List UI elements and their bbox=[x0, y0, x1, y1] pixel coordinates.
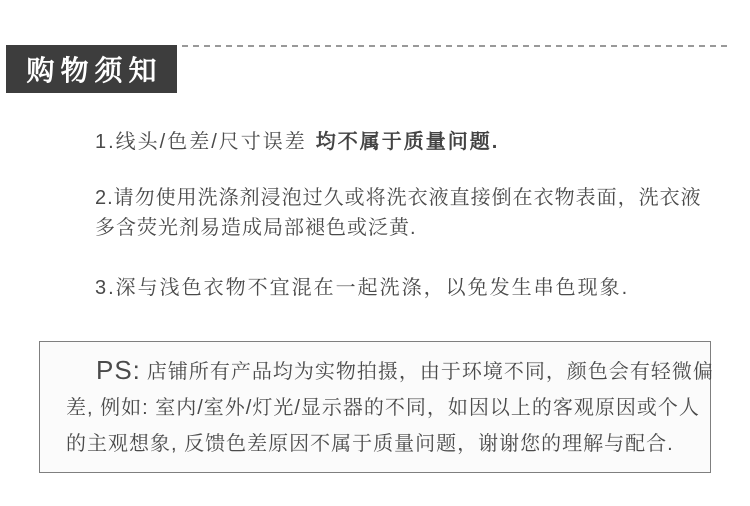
notice-item-2-line-1: 2.请勿使用洗涤剂浸泡过久或将洗衣液直接倒在衣物表面，洗衣液 bbox=[95, 187, 702, 209]
notice-item-2 bbox=[95, 183, 702, 243]
ps-note-line-3: 的主观想象, 反馈色差原因不属于质量问题，谢谢您的理解与配合. bbox=[66, 433, 674, 455]
section-title-box bbox=[6, 45, 177, 93]
notice-item-3-text: 3.深与浅色衣物不宜混在一起洗涤，以免发生串色现象. bbox=[95, 277, 630, 299]
ps-note-line-1-text: 店铺所有产品均为实物拍摄，由于环境不同，颜色会有轻微偏 bbox=[146, 361, 714, 383]
notice-item-2-line-2: 多含荧光剂易造成局部褪色或泛黄. bbox=[95, 217, 417, 239]
ps-note-line-1 bbox=[66, 352, 714, 390]
ps-label: PS: bbox=[96, 355, 141, 385]
notice-item-1 bbox=[95, 127, 499, 157]
section-title: 购物须知 bbox=[26, 55, 163, 86]
notice-item-1-text: 1.线头/色差/尺寸误差 bbox=[95, 131, 307, 153]
notice-item-1-emphasis: 均不属于质量问题. bbox=[315, 131, 500, 153]
notice-item-3 bbox=[95, 273, 629, 303]
ps-note-box bbox=[39, 341, 714, 473]
ps-note-line-2: 差, 例如: 室内/室外/灯光/显示器的不同，如因以上的客观原因或个人 bbox=[66, 397, 700, 419]
